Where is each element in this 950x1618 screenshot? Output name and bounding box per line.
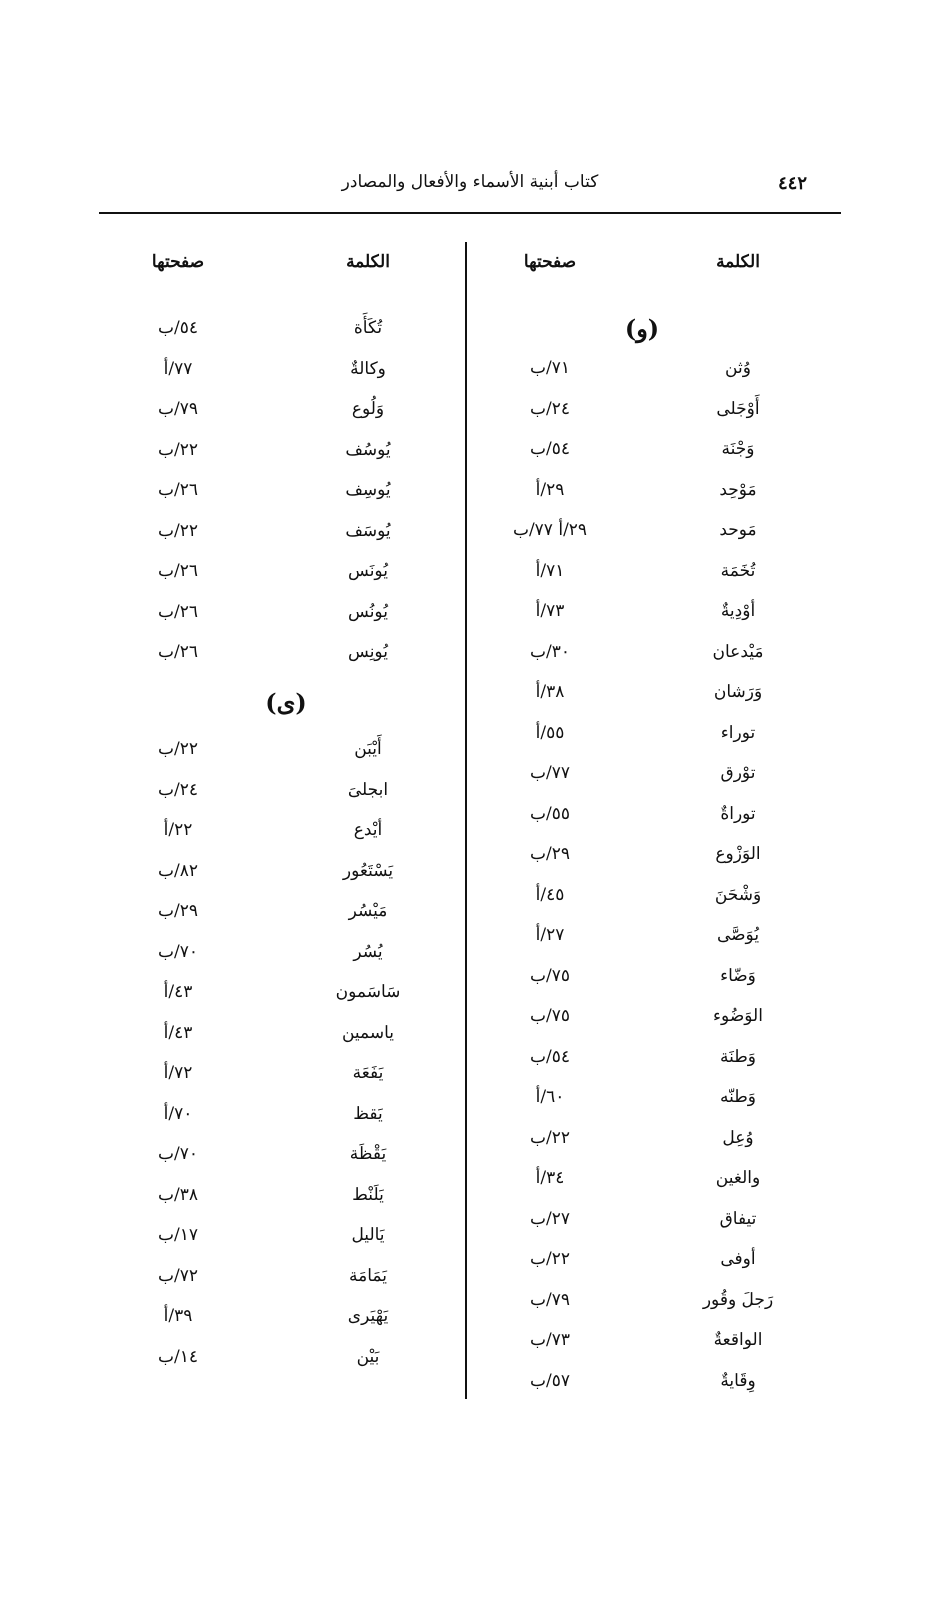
right-entry-page: ٣٠/ب — [530, 641, 570, 662]
left-entry-word: يَلَنْط — [352, 1184, 384, 1205]
left-entry-page: ٢٦/ب — [158, 601, 198, 622]
right-entry-page: ٢٧/ب — [530, 1208, 570, 1229]
left-entry-page: ٢٤/ب — [158, 779, 198, 800]
right-entry-page: ٢٩/ب — [530, 844, 570, 864]
left-entry-page: ٣٨/ب — [158, 1184, 198, 1205]
left-entry-word: يَفَعَة — [352, 1063, 384, 1083]
left-entry-page: ٧٠/أ — [163, 1103, 193, 1124]
right-entry-page: ٧٥/ب — [530, 965, 570, 986]
left-entry-page: ٥٤/ب — [158, 318, 198, 338]
left-entry-page: ٧٢/أ — [163, 1063, 193, 1083]
right-entry-word: وَطنّه — [720, 1087, 756, 1107]
left-entry-word: يُونَس — [348, 561, 388, 581]
left-entry-word: يُونُس — [348, 601, 388, 622]
left-entry-word: وكالةٌ — [350, 358, 386, 379]
left-entry-page: ٧٧/أ — [163, 358, 193, 379]
left-entry-page: ٧٢/ب — [158, 1265, 198, 1286]
left-word-heading: الكلمة — [346, 252, 390, 272]
right-entry-word: أوفى — [720, 1249, 756, 1269]
right-entry-word: وَطنَة — [720, 1046, 756, 1067]
left-entry-page: ٢٦/ب — [158, 642, 198, 662]
left-entry-page: ١٤/ب — [158, 1346, 198, 1367]
right-entry-word: توراء — [720, 722, 756, 743]
left-entry-page: ٤٣/أ — [163, 982, 193, 1002]
left-entry-page: ٧٩/ب — [158, 399, 198, 419]
right-word-heading: الكلمة — [716, 252, 760, 272]
page-number: ٤٤٢ — [777, 173, 807, 194]
right-entry-word: تُخَمَة — [720, 560, 756, 581]
left-entry-word: ياسمين — [341, 1022, 395, 1043]
left-entry-page: ٣٩/أ — [163, 1306, 193, 1326]
right-entry-page: ٢٢/ب — [530, 1249, 570, 1269]
right-entry-page: ٦٠/أ — [535, 1087, 565, 1107]
right-entry-word: الوَزْوع — [715, 844, 761, 864]
left-entry-word: يُسُر — [353, 941, 383, 962]
left-entry-word: وَلُوع — [351, 399, 385, 419]
left-entry-page: ٤٣/أ — [163, 1022, 193, 1043]
right-entry-word: وَضّاء — [720, 965, 756, 986]
left-entry-word: مَيْسُر — [348, 901, 388, 921]
right-entry-word: وَجْنَة — [721, 439, 755, 459]
right-entry-page: ٢٤/ب — [530, 398, 570, 419]
right-entry-page: ٢٩/أ ٧٧/ب — [512, 520, 588, 540]
right-entry-word: يُوَصَّى — [716, 925, 760, 945]
left-entry-word: يَقْظَة — [349, 1144, 387, 1164]
left-entry-page: ٢٢/ب — [158, 439, 198, 460]
right-entry-page: ٧٥/ب — [530, 1006, 570, 1026]
right-entry-word: الواقعةٌ — [713, 1330, 763, 1350]
left-entry-page: ٧٠/ب — [158, 941, 198, 962]
left-page-heading: صفحتها — [151, 252, 205, 272]
section-letter-waw: (و) — [624, 314, 660, 343]
running-title: كتاب أبنية الأسماء والأفعال والمصادر — [341, 172, 599, 192]
right-entry-word: توْرق — [720, 763, 756, 783]
left-entry-word: أَيْبَن — [354, 739, 382, 759]
right-entry-page: ٧٣/ب — [530, 1330, 570, 1350]
left-entry-word: بَيْن — [356, 1346, 380, 1367]
left-entry-word: يُوسَف — [345, 520, 391, 541]
right-entry-word: أوْدِيةٌ — [720, 601, 756, 621]
right-entry-word: أَوْجَلى — [716, 398, 760, 419]
right-page-heading: صفحتها — [523, 252, 577, 272]
left-entry-page: ٢٦/ب — [158, 480, 198, 500]
left-entry-word: سَاسَمون — [335, 982, 401, 1002]
left-entry-word: يُونِس — [348, 642, 388, 662]
left-entry-page: ٢٦/ب — [158, 561, 198, 581]
right-entry-word: وُعِل — [722, 1127, 754, 1148]
right-entry-word: تيفاق — [719, 1208, 757, 1229]
left-entry-page: ٢٩/ب — [158, 901, 198, 921]
right-entry-word: وُثن — [725, 358, 751, 378]
left-entry-word: يَاليل — [351, 1225, 385, 1245]
header-rule — [99, 212, 841, 214]
left-entry-word: يَسْتَعُور — [342, 860, 394, 881]
left-entry-word: تُكَأَة — [353, 318, 383, 338]
right-entry-page: ٥٥/أ — [535, 722, 565, 743]
right-entry-word: رَجلَ وقُور — [702, 1289, 774, 1310]
right-entry-word: مَوحد — [719, 520, 757, 540]
left-entry-word: يُوسُف — [345, 439, 391, 460]
right-entry-page: ٥٤/ب — [530, 439, 570, 459]
left-entry-word: يَقظ — [353, 1103, 383, 1124]
section-letter-ya: (ى) — [265, 688, 307, 717]
right-entry-page: ٧٩/ب — [530, 1289, 570, 1310]
left-entry-page: ٢٢/أ — [163, 820, 193, 840]
right-entry-word: الوَضُوء — [713, 1006, 763, 1026]
left-entry-page: ٧٠/ب — [158, 1144, 198, 1164]
left-entry-word: يَمَامَة — [349, 1265, 387, 1286]
right-entry-word: وَشْحَنَ — [714, 884, 762, 905]
left-entry-word: يُوسِف — [345, 480, 391, 500]
left-entry-page: ٢٢/ب — [158, 520, 198, 541]
left-entry-word: يَهْيَرى — [347, 1306, 389, 1326]
right-entry-page: ٢٩/أ — [535, 479, 565, 500]
right-entry-word: والغين — [715, 1168, 761, 1188]
right-entry-page: ٧٧/ب — [530, 763, 570, 783]
left-entry-page: ٨٢/ب — [158, 860, 198, 881]
right-entry-word: وَرَشان — [713, 682, 763, 702]
left-entry-page: ١٧/ب — [158, 1225, 198, 1245]
right-entry-page: ٣٤/أ — [535, 1168, 565, 1188]
column-divider — [465, 242, 467, 1399]
right-entry-page: ٤٥/أ — [535, 884, 565, 905]
right-entry-page: ٧١/أ — [535, 560, 565, 581]
right-entry-page: ٥٤/ب — [530, 1046, 570, 1067]
right-entry-page: ٥٥/ب — [530, 803, 570, 824]
left-entry-word: أيْدع — [353, 820, 383, 840]
right-entry-page: ٥٧/ب — [530, 1370, 570, 1391]
left-entry-word: ابجلىَ — [347, 779, 389, 800]
right-entry-word: مَوْحِد — [719, 479, 757, 500]
right-entry-word: مَيْدعان — [712, 641, 764, 662]
right-entry-page: ٣٨/أ — [535, 682, 565, 702]
right-entry-word: وِقَايةٌ — [720, 1370, 756, 1391]
right-entry-page: ٢٢/ب — [530, 1127, 570, 1148]
right-entry-page: ٧٣/أ — [535, 601, 565, 621]
right-entry-word: توراةٌ — [720, 803, 756, 824]
right-entry-page: ٧١/ب — [530, 358, 570, 378]
right-entry-page: ٢٧/أ — [535, 925, 565, 945]
left-entry-page: ٢٢/ب — [158, 739, 198, 759]
